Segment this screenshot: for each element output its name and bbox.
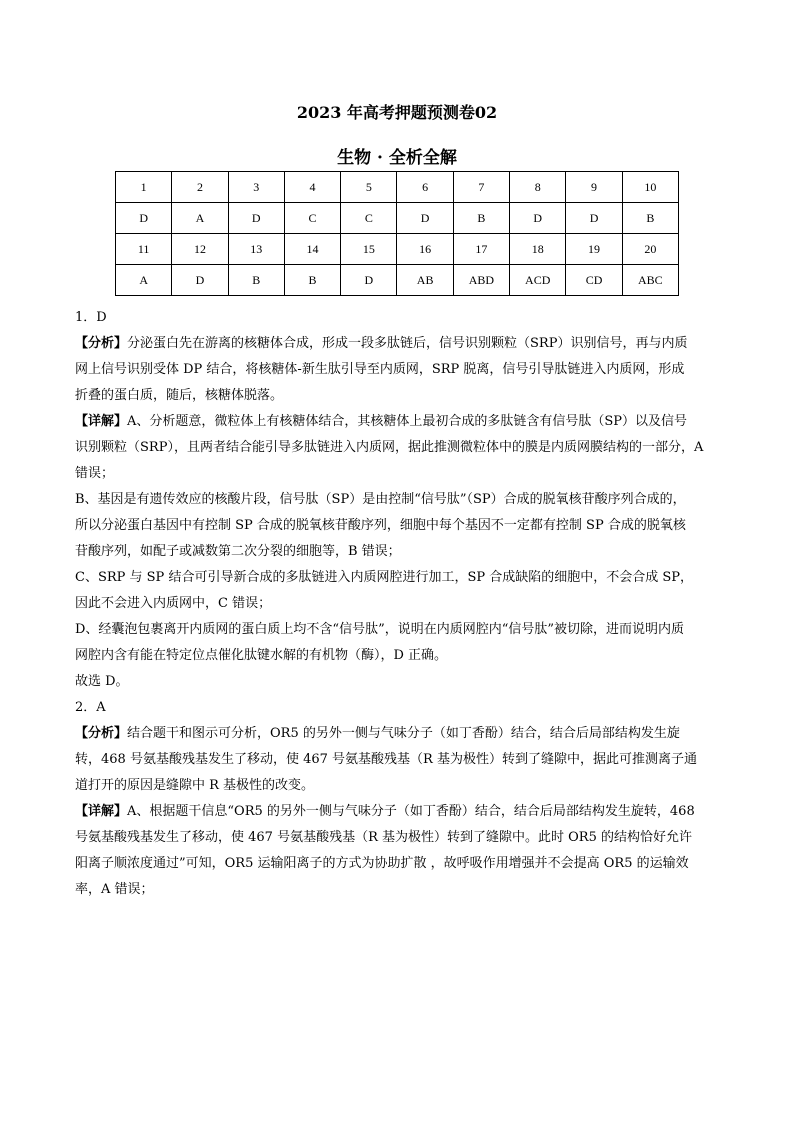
answer-table-cell: B xyxy=(622,203,678,234)
answer-table-row xyxy=(116,265,679,296)
q1-detail-line: 苷酸序列，如配子或减数第二次分裂的细胞等，B 错误； xyxy=(75,544,401,559)
answer-table-cell: D xyxy=(566,203,622,234)
q1-detail-line: 所以分泌蛋白基因中有控制 SP 合成的脱氧核苷酸序列，细胞中每个基因不一定都有控制 SP 合成的脱氧核 xyxy=(75,518,686,533)
q2-analysis-line: 道打开的原因是缝隙中 R 基极性的改变。 xyxy=(75,778,315,793)
detail-tag: 【详解】 xyxy=(75,414,128,429)
answer-table-cell: 15 xyxy=(341,234,397,265)
q1-detail-line: 识别颗粒（SRP），且两者结合能引导多肽链进入内质网，据此推测微粒体中的膜是内质网膜结构的一部分，A xyxy=(75,440,704,455)
q2-detail-line: 率，A 错误； xyxy=(75,882,154,897)
q1-analysis-line: 折叠的蛋白质，随后，核糖体脱落。 xyxy=(75,388,284,403)
answer-table-cell: D xyxy=(510,203,566,234)
answer-table-cell: C xyxy=(284,203,340,234)
q1-analysis-line: 网上信号识别受体 DP 结合，将核糖体-新生肽引导至内质网，SRP 脱离，信号引导肽链进入内质网，形成 xyxy=(75,362,685,377)
answer-table-cell: 14 xyxy=(284,234,340,265)
q1-detail-line: 网腔内含有能在特定位点催化肽键水解的有机物（酶），D 正确。 xyxy=(75,648,448,663)
answer-table-cell: 13 xyxy=(228,234,284,265)
answer-table-cell: CD xyxy=(566,265,622,296)
q2-heading: 2．A xyxy=(75,700,106,715)
answer-table-cell: A xyxy=(116,265,172,296)
answer-table-cell: ACD xyxy=(510,265,566,296)
detail-tag: 【详解】 xyxy=(75,804,128,819)
answer-table-cell: B xyxy=(284,265,340,296)
answer-table-cell: D xyxy=(116,203,172,234)
answer-table-row xyxy=(116,203,679,234)
answer-table-cell: D xyxy=(228,203,284,234)
answer-table-cell: 12 xyxy=(172,234,228,265)
answer-table-cell: 16 xyxy=(397,234,453,265)
answer-table-cell: 4 xyxy=(284,172,340,203)
answer-table-cell: 11 xyxy=(116,234,172,265)
page-title: 2023 年高考押题预测卷02 xyxy=(296,103,498,122)
answer-table-cell: 17 xyxy=(453,234,509,265)
q1-detail-line: 因此不会进入内质网中，C 错误； xyxy=(75,596,272,611)
answer-table-row xyxy=(116,172,679,203)
answer-table-cell: 2 xyxy=(172,172,228,203)
q1-heading: 1．D xyxy=(75,310,107,325)
q1-detail-line: C、SRP 与 SP 结合可引导新合成的多肽链进入内质网腔进行加工，SP 合成缺陷的细胞中，不会合成 SP， xyxy=(75,570,694,585)
answer-table-cell: D xyxy=(397,203,453,234)
answer-table-cell: 10 xyxy=(622,172,678,203)
answer-table-cell: 20 xyxy=(622,234,678,265)
q2-detail-line: 阳离子顺浓度通过”可知，OR5 运输阳离子的方式为协助扩散 ，故呼吸作用增强并不会提高 OR5 的运输效 xyxy=(75,856,689,871)
answer-table-cell: AB xyxy=(397,265,453,296)
q1-detail-line: 【详解】A、分析题意，微粒体上有核糖体结合，其核糖体上最初合成的多肽链含有信号肽（SP）以及信号 xyxy=(75,414,688,429)
answer-table-cell: 8 xyxy=(510,172,566,203)
q1-analysis-line: 【分析】分泌蛋白先在游离的核糖体合成，形成一段多肽链后，信号识别颗粒（SRP）识别信号，再与内质 xyxy=(75,336,688,351)
answer-table-cell: 19 xyxy=(566,234,622,265)
q1-detail-line: B、基因是有遗传效应的核酸片段，信号肽（SP）是由控制“信号肽”（SP）合成的脱氧核苷酸序列合成的， xyxy=(75,492,686,507)
solutions-content xyxy=(75,305,747,903)
answer-table xyxy=(115,171,679,296)
answer-table-cell: D xyxy=(172,265,228,296)
q2-analysis-line: 转，468 号氨基酸残基发生了移动，使 467 号氨基酸残基（R 基为极性）转到了缝隙中，据此可推测离子通 xyxy=(75,752,697,767)
answer-table-cell: A xyxy=(172,203,228,234)
answer-table-row xyxy=(116,234,679,265)
answer-table-cell: 18 xyxy=(510,234,566,265)
analysis-tag: 【分析】 xyxy=(75,336,128,351)
answer-table-cell: B xyxy=(453,203,509,234)
analysis-tag: 【分析】 xyxy=(75,726,128,741)
answer-table-cell: ABD xyxy=(453,265,509,296)
answer-table-cell: C xyxy=(341,203,397,234)
answer-table-cell: ABC xyxy=(622,265,678,296)
answer-table-cell: B xyxy=(228,265,284,296)
answer-table-cell: D xyxy=(341,265,397,296)
q1-detail-line: 故选 D。 xyxy=(75,674,129,689)
page-subtitle: 生物 · 全析全解 xyxy=(337,148,457,168)
answer-table-cell: 9 xyxy=(566,172,622,203)
q1-detail-line: 错误； xyxy=(75,466,115,481)
answer-table-cell: 5 xyxy=(341,172,397,203)
q2-detail-line: 【详解】A、根据题干信息“OR5 的另外一侧与气味分子（如丁香酚）结合，结合后局部结构发生旋转，468 xyxy=(75,804,695,819)
q1-detail-line: D、经囊泡包裹离开内质网的蛋白质上均不含“信号肽”，说明在内质网腔内“信号肽”被切除，进而说明内质 xyxy=(75,622,685,637)
answer-table-cell: 1 xyxy=(116,172,172,203)
q2-detail-line: 号氨基酸残基发生了移动，使 467 号氨基酸残基（R 基为极性）转到了缝隙中。此时 OR5 的结构恰好允许 xyxy=(75,830,692,845)
answer-table-cell: 7 xyxy=(453,172,509,203)
answer-table-cell: 3 xyxy=(228,172,284,203)
q2-analysis-line: 【分析】结合题干和图示可分析，OR5 的另外一侧与气味分子（如丁香酚）结合，结合后局部结构发生旋 xyxy=(75,726,680,741)
answer-table-cell: 6 xyxy=(397,172,453,203)
